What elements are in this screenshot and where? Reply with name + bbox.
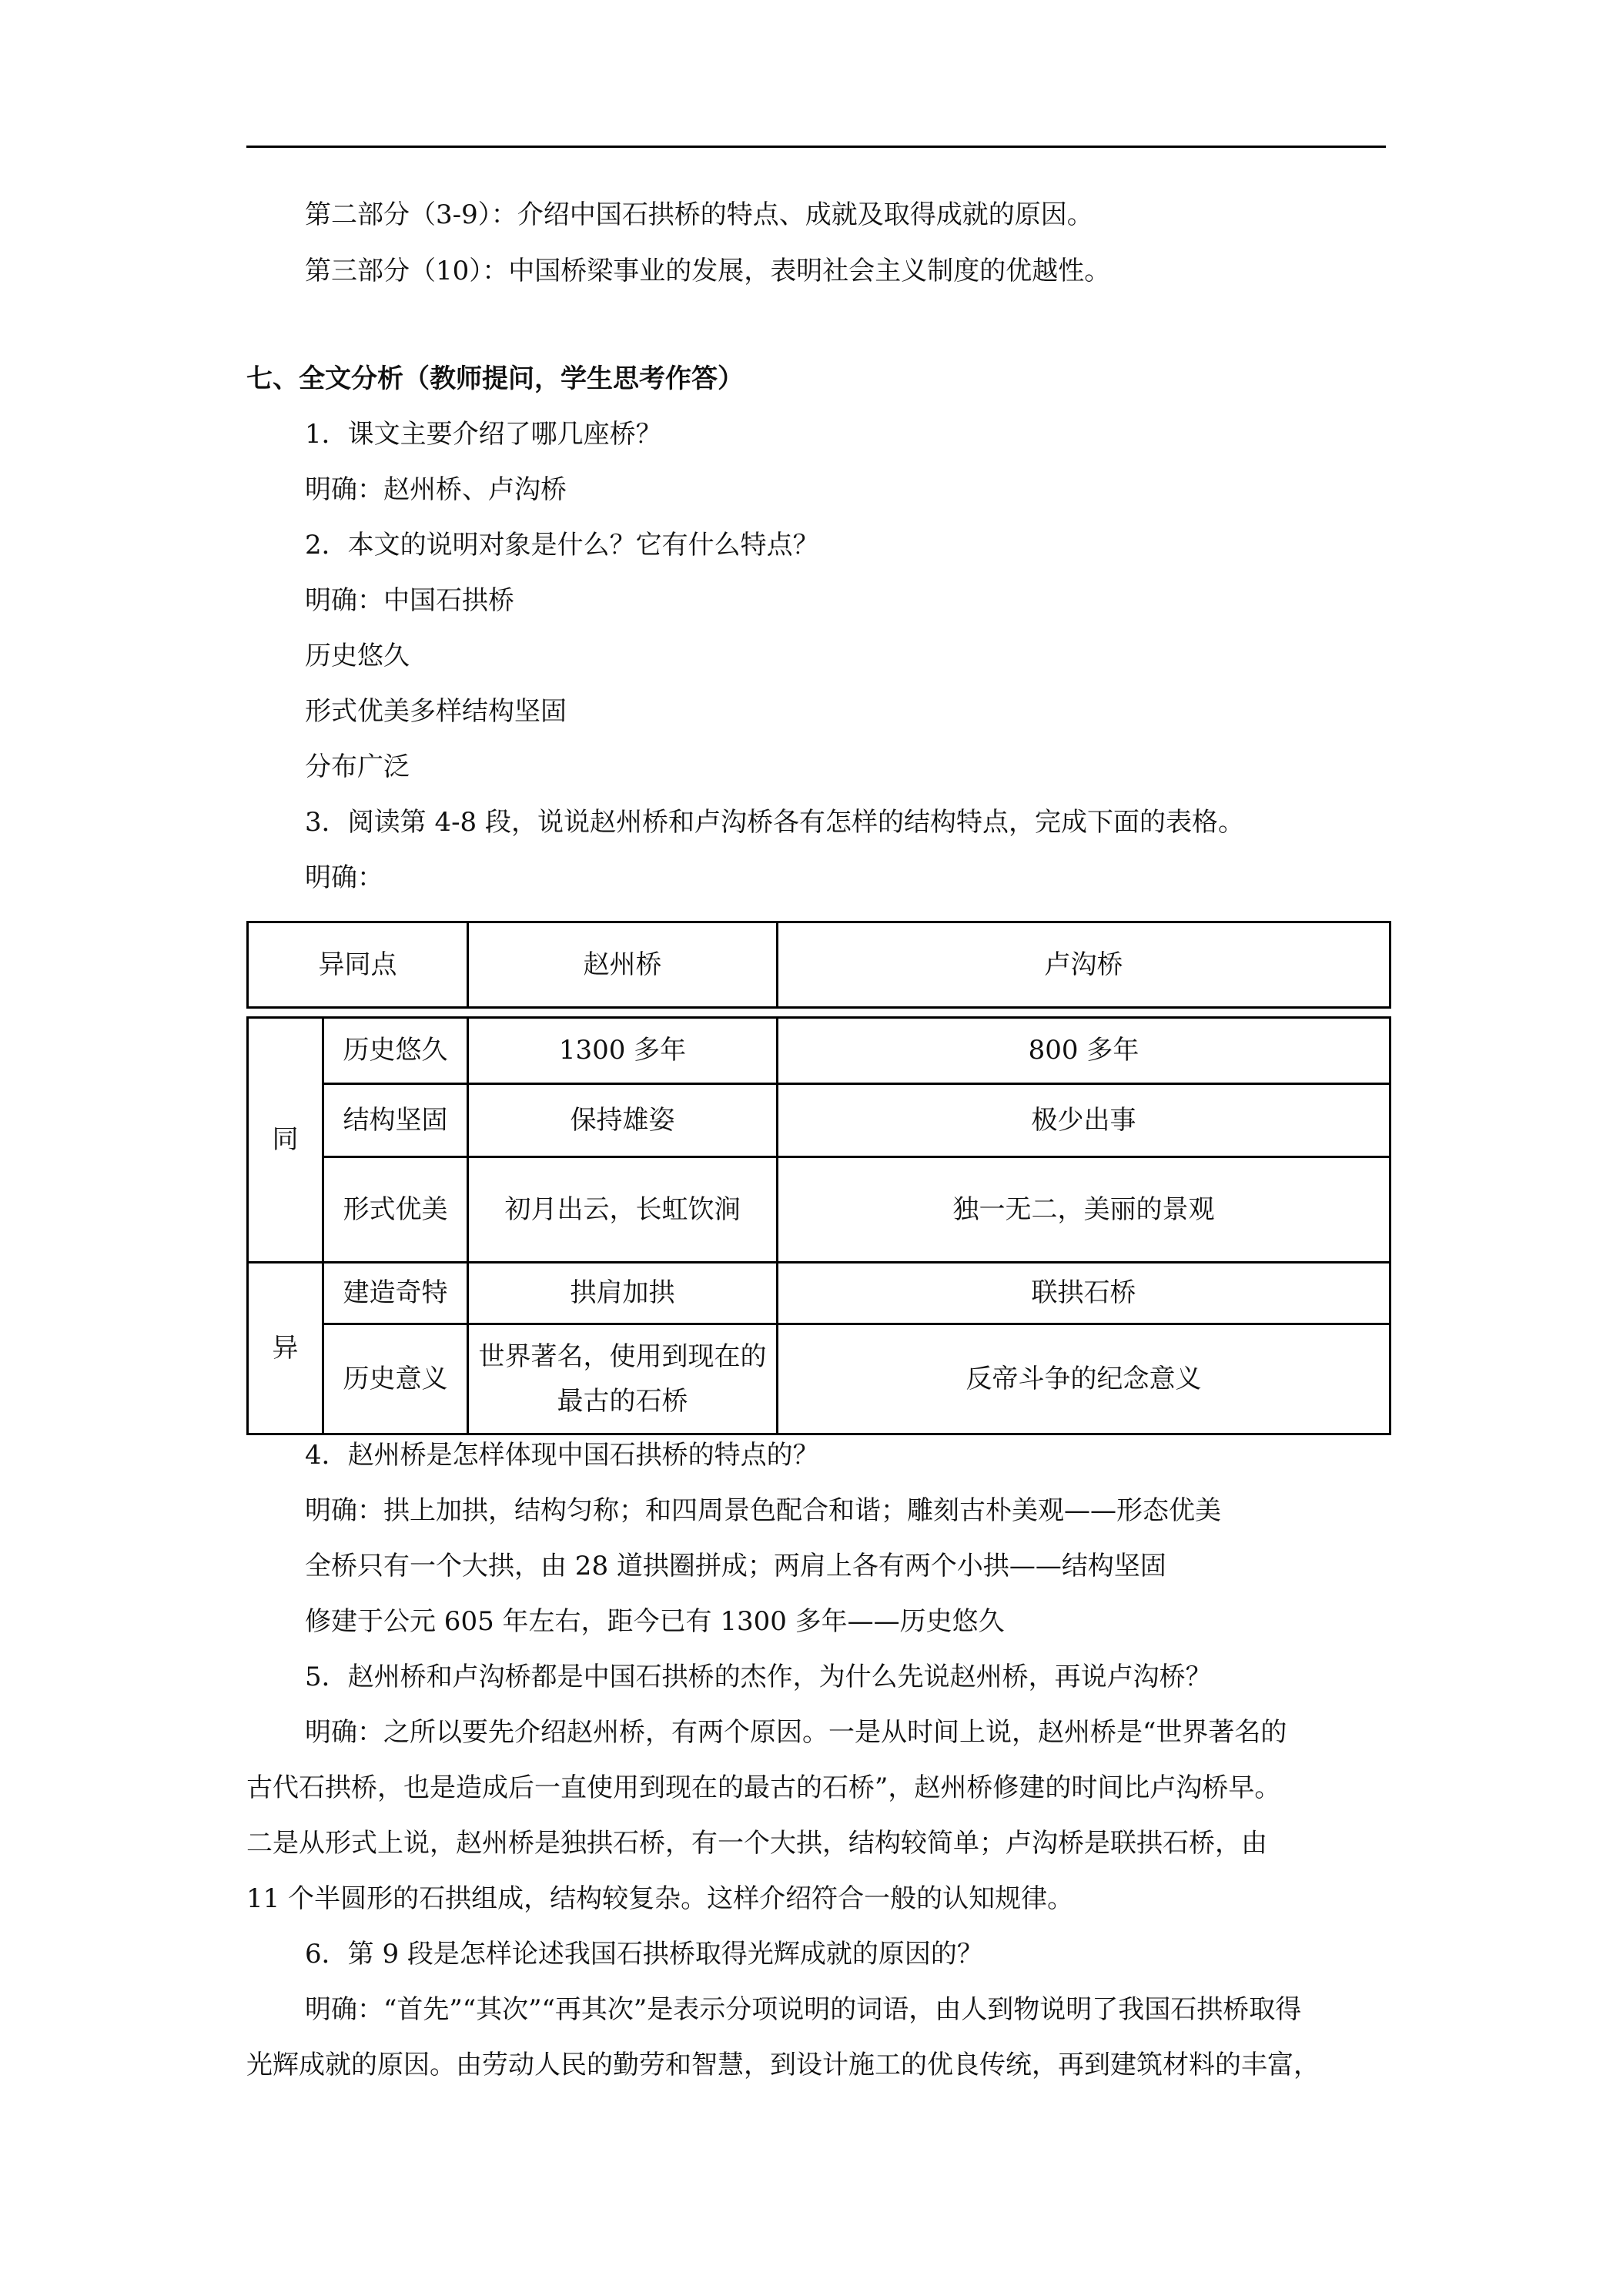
q1-answer: 明确：赵州桥、卢沟桥 xyxy=(305,474,567,505)
intro-part-3: 第三部分（10）：中国桥梁事业的发展，表明社会主义制度的优越性。 xyxy=(305,256,1111,286)
q2-point: 分布广泛 xyxy=(305,751,410,782)
intro-part-2: 第二部分（3-9）：介绍中国石拱桥的特点、成就及取得成就的原因。 xyxy=(305,199,1093,230)
same-label: 同 xyxy=(248,1017,323,1262)
zhaozhou-cell: 保持雄姿 xyxy=(468,1084,778,1157)
zhaozhou-cell: 拱肩加拱 xyxy=(468,1262,778,1324)
q6-question: 6．第 9 段是怎样论述我国石拱桥取得光辉成就的原因的？ xyxy=(305,1939,983,1970)
header-cell-lugou: 卢沟桥 xyxy=(778,922,1390,1008)
comparison-table xyxy=(246,921,1391,1435)
table-row xyxy=(248,1262,1390,1324)
q5-answer-line: 明确：之所以要先介绍赵州桥，有两个原因。一是从时间上说，赵州桥是“世界著名的 xyxy=(305,1717,1287,1748)
table-header-row xyxy=(248,922,1390,1008)
aspect-cell: 历史意义 xyxy=(323,1324,468,1434)
q3-answer: 明确： xyxy=(305,862,383,893)
header-rule xyxy=(246,146,1386,148)
header-cell-zhaozhou: 赵州桥 xyxy=(468,922,778,1008)
q5-answer-line: 二是从形式上说，赵州桥是独拱石桥，有一个大拱，结构较简单；卢沟桥是联拱石桥，由 xyxy=(246,1828,1267,1859)
zhaozhou-cell-line-1: 世界著名，使用到现在的 xyxy=(478,1341,767,1373)
table-row xyxy=(248,1324,1390,1434)
table-row xyxy=(248,1017,1390,1084)
table-row xyxy=(248,1156,1390,1262)
aspect-cell: 结构坚固 xyxy=(323,1084,468,1157)
lugou-cell: 反帝斗争的纪念意义 xyxy=(778,1324,1390,1434)
q5-answer-line: 古代石拱桥，也是造成后一直使用到现在的最古的石桥”，赵州桥修建的时间比卢沟桥早。 xyxy=(246,1772,1281,1803)
section-heading: 七、全文分析（教师提问，学生思考作答） xyxy=(246,363,744,394)
q5-question: 5．赵州桥和卢沟桥都是中国石拱桥的杰作，为什么先说赵州桥，再说卢沟桥？ xyxy=(305,1662,1212,1692)
zhaozhou-cell: 1300 多年 xyxy=(468,1017,778,1084)
q3-question: 3．阅读第 4-8 段，说说赵州桥和卢沟桥各有怎样的结构特点，完成下面的表格。 xyxy=(305,807,1244,838)
lugou-cell: 联拱石桥 xyxy=(778,1262,1390,1324)
q4-answer-line: 全桥只有一个大拱，由 28 道拱圈拼成；两肩上各有两个小拱——结构坚固 xyxy=(305,1551,1166,1581)
table-gap xyxy=(248,1007,1390,1017)
q6-answer-line: 明确：“首先”“其次”“再其次”是表示分项说明的词语，由人到物说明了我国石拱桥取得 xyxy=(305,1994,1302,2025)
aspect-cell: 建造奇特 xyxy=(323,1262,468,1324)
aspect-cell: 形式优美 xyxy=(323,1156,468,1262)
header-cell-aspect: 异同点 xyxy=(248,922,468,1008)
diff-label: 异 xyxy=(248,1262,323,1434)
q4-answer-line: 明确：拱上加拱，结构匀称；和四周景色配合和谐；雕刻古朴美观——形态优美 xyxy=(305,1495,1221,1526)
q2-point: 形式优美多样结构坚固 xyxy=(305,696,567,727)
q2-answer: 明确：中国石拱桥 xyxy=(305,585,514,616)
q2-point: 历史悠久 xyxy=(305,641,410,671)
zhaozhou-cell xyxy=(468,1324,778,1434)
q6-answer-line: 光辉成就的原因。由劳动人民的勤劳和智慧，到设计施工的优良传统，再到建筑材料的丰富， xyxy=(246,2050,1320,2080)
lugou-cell: 极少出事 xyxy=(778,1084,1390,1157)
zhaozhou-cell-line-2: 最古的石桥 xyxy=(557,1386,688,1417)
lugou-cell: 独一无二，美丽的景观 xyxy=(778,1156,1390,1262)
q4-answer-line: 修建于公元 605 年左右，距今已有 1300 多年——历史悠久 xyxy=(305,1606,1005,1637)
zhaozhou-cell: 初月出云，长虹饮涧 xyxy=(468,1156,778,1262)
q1-question: 1．课文主要介绍了哪几座桥？ xyxy=(305,419,662,450)
q4-question: 4．赵州桥是怎样体现中国石拱桥的特点的？ xyxy=(305,1440,819,1471)
lugou-cell: 800 多年 xyxy=(778,1017,1390,1084)
q2-question: 2．本文的说明对象是什么？它有什么特点？ xyxy=(305,530,819,561)
q5-answer-line: 11 个半圆形的石拱组成，结构较复杂。这样介绍符合一般的认知规律。 xyxy=(246,1883,1074,1914)
table-row xyxy=(248,1084,1390,1157)
aspect-cell: 历史悠久 xyxy=(323,1017,468,1084)
